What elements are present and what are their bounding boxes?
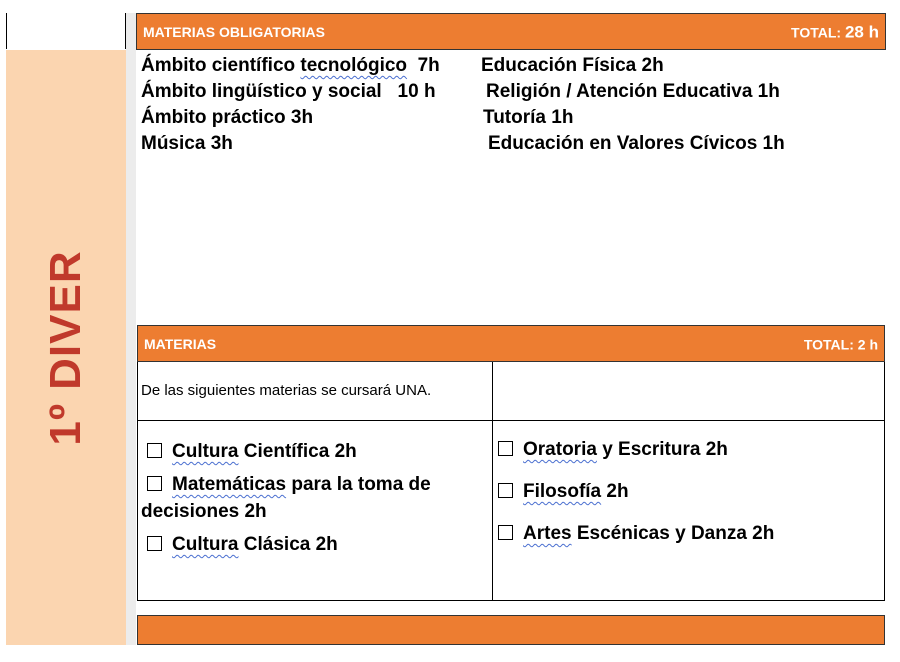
subject-name: Ámbito científico	[141, 55, 296, 76]
side-label-column	[6, 50, 126, 645]
option-name: para la toma de	[286, 474, 431, 495]
subject-item: Educación Física 2h	[481, 55, 664, 76]
subject-item: Tutoría 1h	[483, 107, 574, 128]
gutter-strip	[126, 13, 136, 645]
subject-name: Ámbito lingüístico y social	[141, 81, 382, 102]
subject-hours: 10 h	[381, 81, 436, 102]
option-name-wavy: Matemáticas	[172, 474, 287, 495]
elective-option-continued: decisiones 2h	[141, 501, 267, 522]
option-name: 2h	[601, 481, 629, 502]
subject-item	[141, 53, 440, 79]
subject-item: Ámbito práctico 3h	[141, 107, 314, 128]
subject-hours: 7h	[407, 55, 440, 76]
checkbox-icon[interactable]	[498, 525, 513, 540]
option-name-wavy: Artes	[523, 523, 572, 544]
checkbox-icon[interactable]	[147, 443, 162, 458]
electives-header-total	[804, 336, 878, 352]
course-label: 1º DIVER	[41, 249, 90, 446]
total-label: TOTAL:	[803, 335, 854, 352]
checkbox-icon[interactable]	[498, 441, 513, 456]
option-name-wavy: Filosofía	[523, 481, 602, 502]
electives-header-title: MATERIAS	[144, 335, 217, 352]
table-divider	[492, 362, 493, 601]
checkbox-icon[interactable]	[147, 536, 162, 551]
subject-item: Música 3h	[141, 133, 233, 154]
subject-name-wavy: tecnológico	[300, 55, 408, 76]
option-name: Escénicas y Danza 2h	[571, 523, 775, 544]
total-label: TOTAL:	[791, 23, 842, 40]
option-name: Científica 2h	[238, 441, 357, 462]
elective-option[interactable]	[498, 520, 774, 547]
total-value: 2 h	[857, 335, 878, 352]
electives-instruction: De las siguientes materias se cursará UNA.	[141, 382, 432, 399]
compulsory-header-title: MATERIAS OBLIGATORIAS	[143, 23, 325, 40]
footer-bar	[137, 615, 885, 645]
elective-option[interactable]	[147, 471, 431, 498]
elective-option[interactable]	[147, 531, 338, 558]
subject-item	[141, 79, 436, 105]
checkbox-icon[interactable]	[498, 483, 513, 498]
compulsory-header-total	[791, 22, 879, 42]
electives-header	[137, 325, 885, 362]
option-name-wavy: Cultura	[172, 534, 239, 555]
subject-item: Religión / Atención Educativa 1h	[486, 81, 780, 102]
elective-option[interactable]	[147, 438, 357, 465]
table-divider	[137, 420, 885, 421]
option-name-wavy: Cultura	[172, 441, 239, 462]
elective-option[interactable]	[498, 436, 728, 463]
checkbox-icon[interactable]	[147, 476, 162, 491]
subject-item: Educación en Valores Cívicos 1h	[488, 133, 785, 154]
elective-option[interactable]	[498, 478, 629, 505]
side-top-cell	[6, 13, 126, 49]
option-name: Clásica 2h	[238, 534, 338, 555]
option-name-wavy: Oratoria	[523, 439, 597, 460]
total-value: 28 h	[844, 21, 879, 41]
compulsory-header	[136, 13, 886, 50]
option-name: y Escritura 2h	[596, 439, 728, 460]
